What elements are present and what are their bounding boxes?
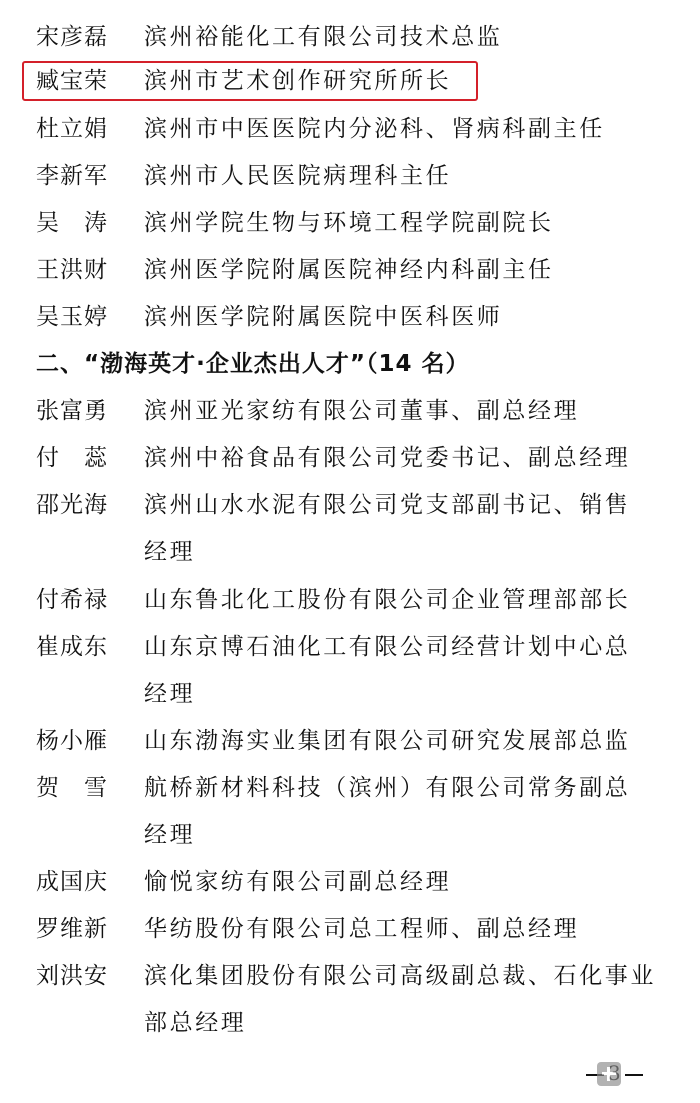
person-position: 航桥新材料科技（滨州）有限公司常务副总 — [144, 775, 631, 801]
person-name: 臧宝荣 — [36, 68, 108, 94]
person-position: 滨州医学院附属医院中医科医师 — [144, 304, 503, 330]
person-position: 滨州市人民医院病理科主任 — [144, 163, 452, 189]
footer-dash-right — [625, 1074, 643, 1076]
person-name: 宋彦磊 — [36, 24, 108, 50]
person-position-continued: 经理 — [144, 539, 196, 565]
section-heading: 二、“渤海英才·企业杰出人才”（14 名） — [36, 351, 470, 377]
person-name: 吴 涛 — [36, 210, 108, 236]
person-name: 成国庆 — [36, 869, 108, 895]
person-name: 张富勇 — [36, 398, 108, 424]
person-name: 刘洪安 — [36, 963, 108, 989]
person-position: 滨州学院生物与环境工程学院副院长 — [144, 210, 554, 236]
person-position-continued: 经理 — [144, 822, 196, 848]
person-position: 滨州市中医医院内分泌科、肾病科副主任 — [144, 116, 605, 142]
person-position: 滨州中裕食品有限公司党委书记、副总经理 — [144, 445, 631, 471]
person-position: 山东京博石油化工有限公司经营计划中心总 — [144, 634, 631, 660]
person-position: 滨州山水水泥有限公司党支部副书记、销售 — [144, 492, 631, 518]
person-position: 华纺股份有限公司总工程师、副总经理 — [144, 916, 580, 942]
person-name: 罗维新 — [36, 916, 108, 942]
logo-watermark-icon — [597, 1062, 621, 1086]
person-name: 吴玉婷 — [36, 304, 108, 330]
person-position: 滨州裕能化工有限公司技术总监 — [144, 24, 503, 50]
person-position: 滨州亚光家纺有限公司董事、副总经理 — [144, 398, 580, 424]
person-name: 王洪财 — [36, 257, 108, 283]
person-name: 崔成东 — [36, 634, 108, 660]
person-name: 李新军 — [36, 163, 108, 189]
person-name: 邵光海 — [36, 492, 108, 518]
person-position: 滨州市艺术创作研究所所长 — [144, 68, 452, 94]
person-position: 愉悦家纺有限公司副总经理 — [144, 869, 452, 895]
highlight-box — [22, 61, 478, 101]
person-position: 滨化集团股份有限公司高级副总裁、石化事业 — [144, 963, 656, 989]
page-footer — [582, 1058, 672, 1088]
person-name: 贺 雪 — [36, 775, 108, 801]
person-position-continued: 经理 — [144, 681, 196, 707]
person-name: 杨小雁 — [36, 728, 108, 754]
person-position: 山东鲁北化工股份有限公司企业管理部部长 — [144, 587, 631, 613]
person-name: 付 蕊 — [36, 445, 108, 471]
person-name: 付希禄 — [36, 587, 108, 613]
person-position: 滨州医学院附属医院神经内科副主任 — [144, 257, 554, 283]
person-position-continued: 部总经理 — [144, 1010, 247, 1036]
person-name: 杜立娟 — [36, 116, 108, 142]
person-position: 山东渤海实业集团有限公司研究发展部总监 — [144, 728, 631, 754]
